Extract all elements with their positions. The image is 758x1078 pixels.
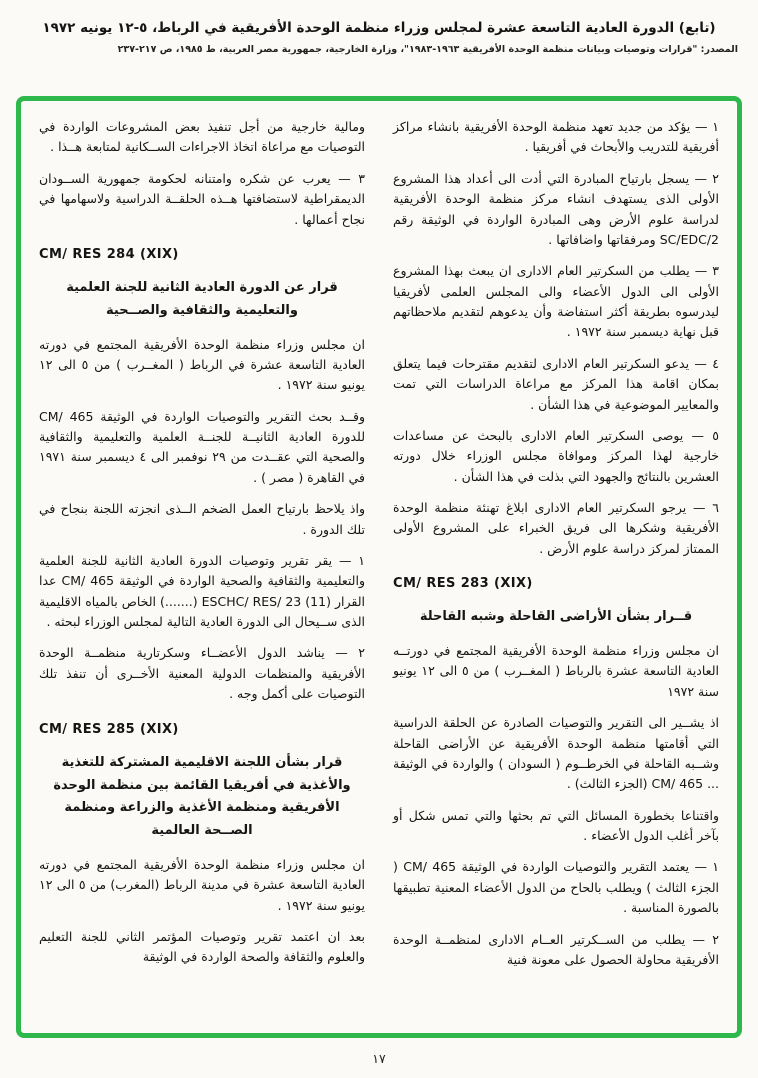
paragraph: ٢ — يسجل بارتياح المبادرة التي أدت الى أعداد هذا المشروع الأولى الذى يستهدف انشاء مركز منظمة الوحدة الأفريقية لدراسة علوم الأرض وهى المبادرة الواردة في الوثيقة رقم SC/EDC/2 ومرفقاتها واضافاتها . [393, 170, 719, 247]
document-header [0, 0, 758, 55]
header-title: (تابع) الدورة العادية التاسعة عشرة لمجلس وزراء منظمة الوحدة الأفريقية في الرباط، ٥-١٢ يونيه ١٩٧٢ [42, 20, 716, 36]
paragraph: ٣ — يطلب من السكرتير العام الادارى ان يبعث بهذا المشروع الأولى الى الدول الأعضاء والى المجلس العلمى لأفريقيا ليدرسوه بطريقة أكثر استفاضة وأن يدعوهم لتقديم ملاحظاتهم قبل نهاية ديسمبر سنة ١٩٧٢ . [393, 263, 719, 340]
paragraph: ٢ — يناشد الدول الأعضــاء وسكرتارية منظمــة الوحدة الأفريقية والمنظمات الدولية المعنية الأخــرى أن تنفذ تلك التوصيات على أكمل وجه . [39, 645, 365, 702]
right-column [393, 117, 719, 1017]
paragraph: ٦ — يرجو السكرتير العام الادارى ابلاغ تهنئة منظمة الوحدة الأفريقية وشكرها الى فريق الخبراء على المشروع الأولى الممتاز لمركز دراسة علوم الأرض . [393, 500, 719, 556]
header-source: المصدر: "قرارات وتوصيات وبيانات منظمة الوحدة الأفريقية ١٩٦٣-١٩٨٣"، وزارة الخارجية، جمهورية مصر العربية، ط ١٩٨٥، ص ٢١٧-٢٣٧ [117, 44, 738, 55]
left-column [39, 117, 365, 1017]
paragraph: اذ يشــير الى التقرير والتوصيات الصادرة عن الحلقة الدراسية التي أقامتها منظمة الوحدة الأفريقية عن الأراضى القاحلة وشــبه القاحلة في الخرطــوم ( السودان ) والواردة في الوثيقة ... CM/ 465 (الجزء الثالث) . [393, 715, 719, 792]
paragraph: ان مجلس وزراء منظمة الوحدة الأفريقية المجتمع في دورته العادية التاسعة عشرة في مدينة الرباط (المغرب) من ٥ الى ١٢ يونيو سنة ١٩٧٢ . [39, 856, 365, 913]
paragraph: ان مجلس وزراء منظمة الوحدة الأفريقية المجتمع في دورتــه العادية التاسعة عشرة بالرباط ( المغــرب ) من ٥ الى ١٢ يونيو سنة ١٩٧٢ [393, 643, 719, 699]
paragraph: بعد ان اعتمد تقرير وتوصيات المؤتمر الثاني للجنة التعليم والعلوم والثقافة والصحة الواردة في الوثيقة [39, 928, 365, 965]
resolution-title: قرار بشأن اللجنة الاقليمية المشتركة للتغذية والأغذية في أفريقيا القائمة بين منظمة الوحدة الأفريقية ومنظمة الأغذية والزراعة ومنظمة الصــحة العالمية [53, 754, 351, 838]
paragraph: ١ — يقر تقرير وتوصيات الدورة العادية الثانية للجنة العلمية والتعليمية والثقافية والصحية الواردة في الوثيقة CM/ 465 عدا القرار ESCHC/ RES/ 23 (11) (.......) الخاص بالمياه الاقليمية الذى ســيحال الى الدورة العادية التالية لمجلس الوزراء لبحثه . [39, 552, 366, 630]
paragraph: واذ يلاحظ بارتياح العمل الضخم الــذى انجزته اللجنة بنجاح في تلك الدورة . [39, 501, 365, 537]
page-number: ١٧ [372, 1051, 386, 1066]
resolution-code: CM/ RES 284 (XIX) [39, 246, 179, 262]
resolution-title: قرار عن الدورة العادية الثانية للجنة العلمية والتعليمية والثقافية والصــحية [66, 280, 338, 318]
paragraph: ٤ — يدعو السكرتير العام الادارى لتقديم مقترحات فيما يتعلق بمكان اقامة هذا المركز مع مراعاة الدراسات التي تمت والمعايير الموضوعية في هذا الشأن . [393, 355, 719, 412]
paragraph: ان مجلس وزراء منظمة الوحدة الأفريقية المجتمع في دورته العادية التاسعة عشرة في الرباط ( المغــرب ) من ٥ الى ١٢ يونيو سنة ١٩٧٢ . [39, 336, 365, 393]
content-border-box [16, 96, 742, 1038]
resolution-code: CM/ RES 283 (XIX) [393, 576, 533, 592]
paragraph: ١ — يعتمد التقرير والتوصيات الواردة في الوثيقة CM/ 465 ( الجزء الثالث ) ويطلب بالحاح من الدول الأعضاء المعنية تطبيقها بالصورة المناسبة . [393, 859, 719, 916]
paragraph: وقــد بحث التقرير والتوصيات الواردة في الوثيقة CM/ 465 للدورة العادية الثانيــة للجنــة العلمية والتعليمية والثقافية والصحية التي عقــدت من ٢٩ نوفمبر الى ٤ ديسمبر سنة ١٩٧١ في القاهرة ( مصر ) . [39, 408, 365, 485]
paragraph: ٥ — يوصى السكرتير العام الادارى بالبحث عن مساعدات خارجية لهذا المركز وموافاة مجلس الوزراء خلال دورته العشرين بالنتائج والجهود التي بذلت في هذا الشأن . [393, 427, 719, 484]
resolution-code: CM/ RES 285 (XIX) [39, 721, 179, 737]
paragraph: ٣ — يعرب عن شكره وامتنانه لحكومة جمهورية الســودان الديمقراطية لاستضافتها هــذه الحلقــة الدراسية ولاسهامها في نجاح أعمالها . [39, 170, 365, 227]
paragraph: ٢ — يطلب من الســكرتير العــام الادارى لمنظمــة الوحدة الأفريقية محاولة الحصول على معونة فنية [393, 931, 719, 967]
resolution-title: قــرار بشأن الأراضى القاحلة وشبه القاحلة [419, 609, 693, 625]
paragraph: ١ — يؤكد من جديد تعهد منظمة الوحدة الأفريقية بانشاء مراكز أفريقية للتدريب والأبحاث في أفريقيا . [393, 119, 719, 155]
paragraph: ومالية خارجية من أجل تنفيذ بعض المشروعات الواردة في التوصيات مع مراعاة اتخاذ الاجراءات الســكانية لمتابعة هــذا . [39, 119, 365, 155]
paragraph: واقتناعا بخطورة المسائل التي تم بحثها والتي تمس شكل أو بآخر أغلب الدول الأعضاء . [393, 807, 719, 844]
